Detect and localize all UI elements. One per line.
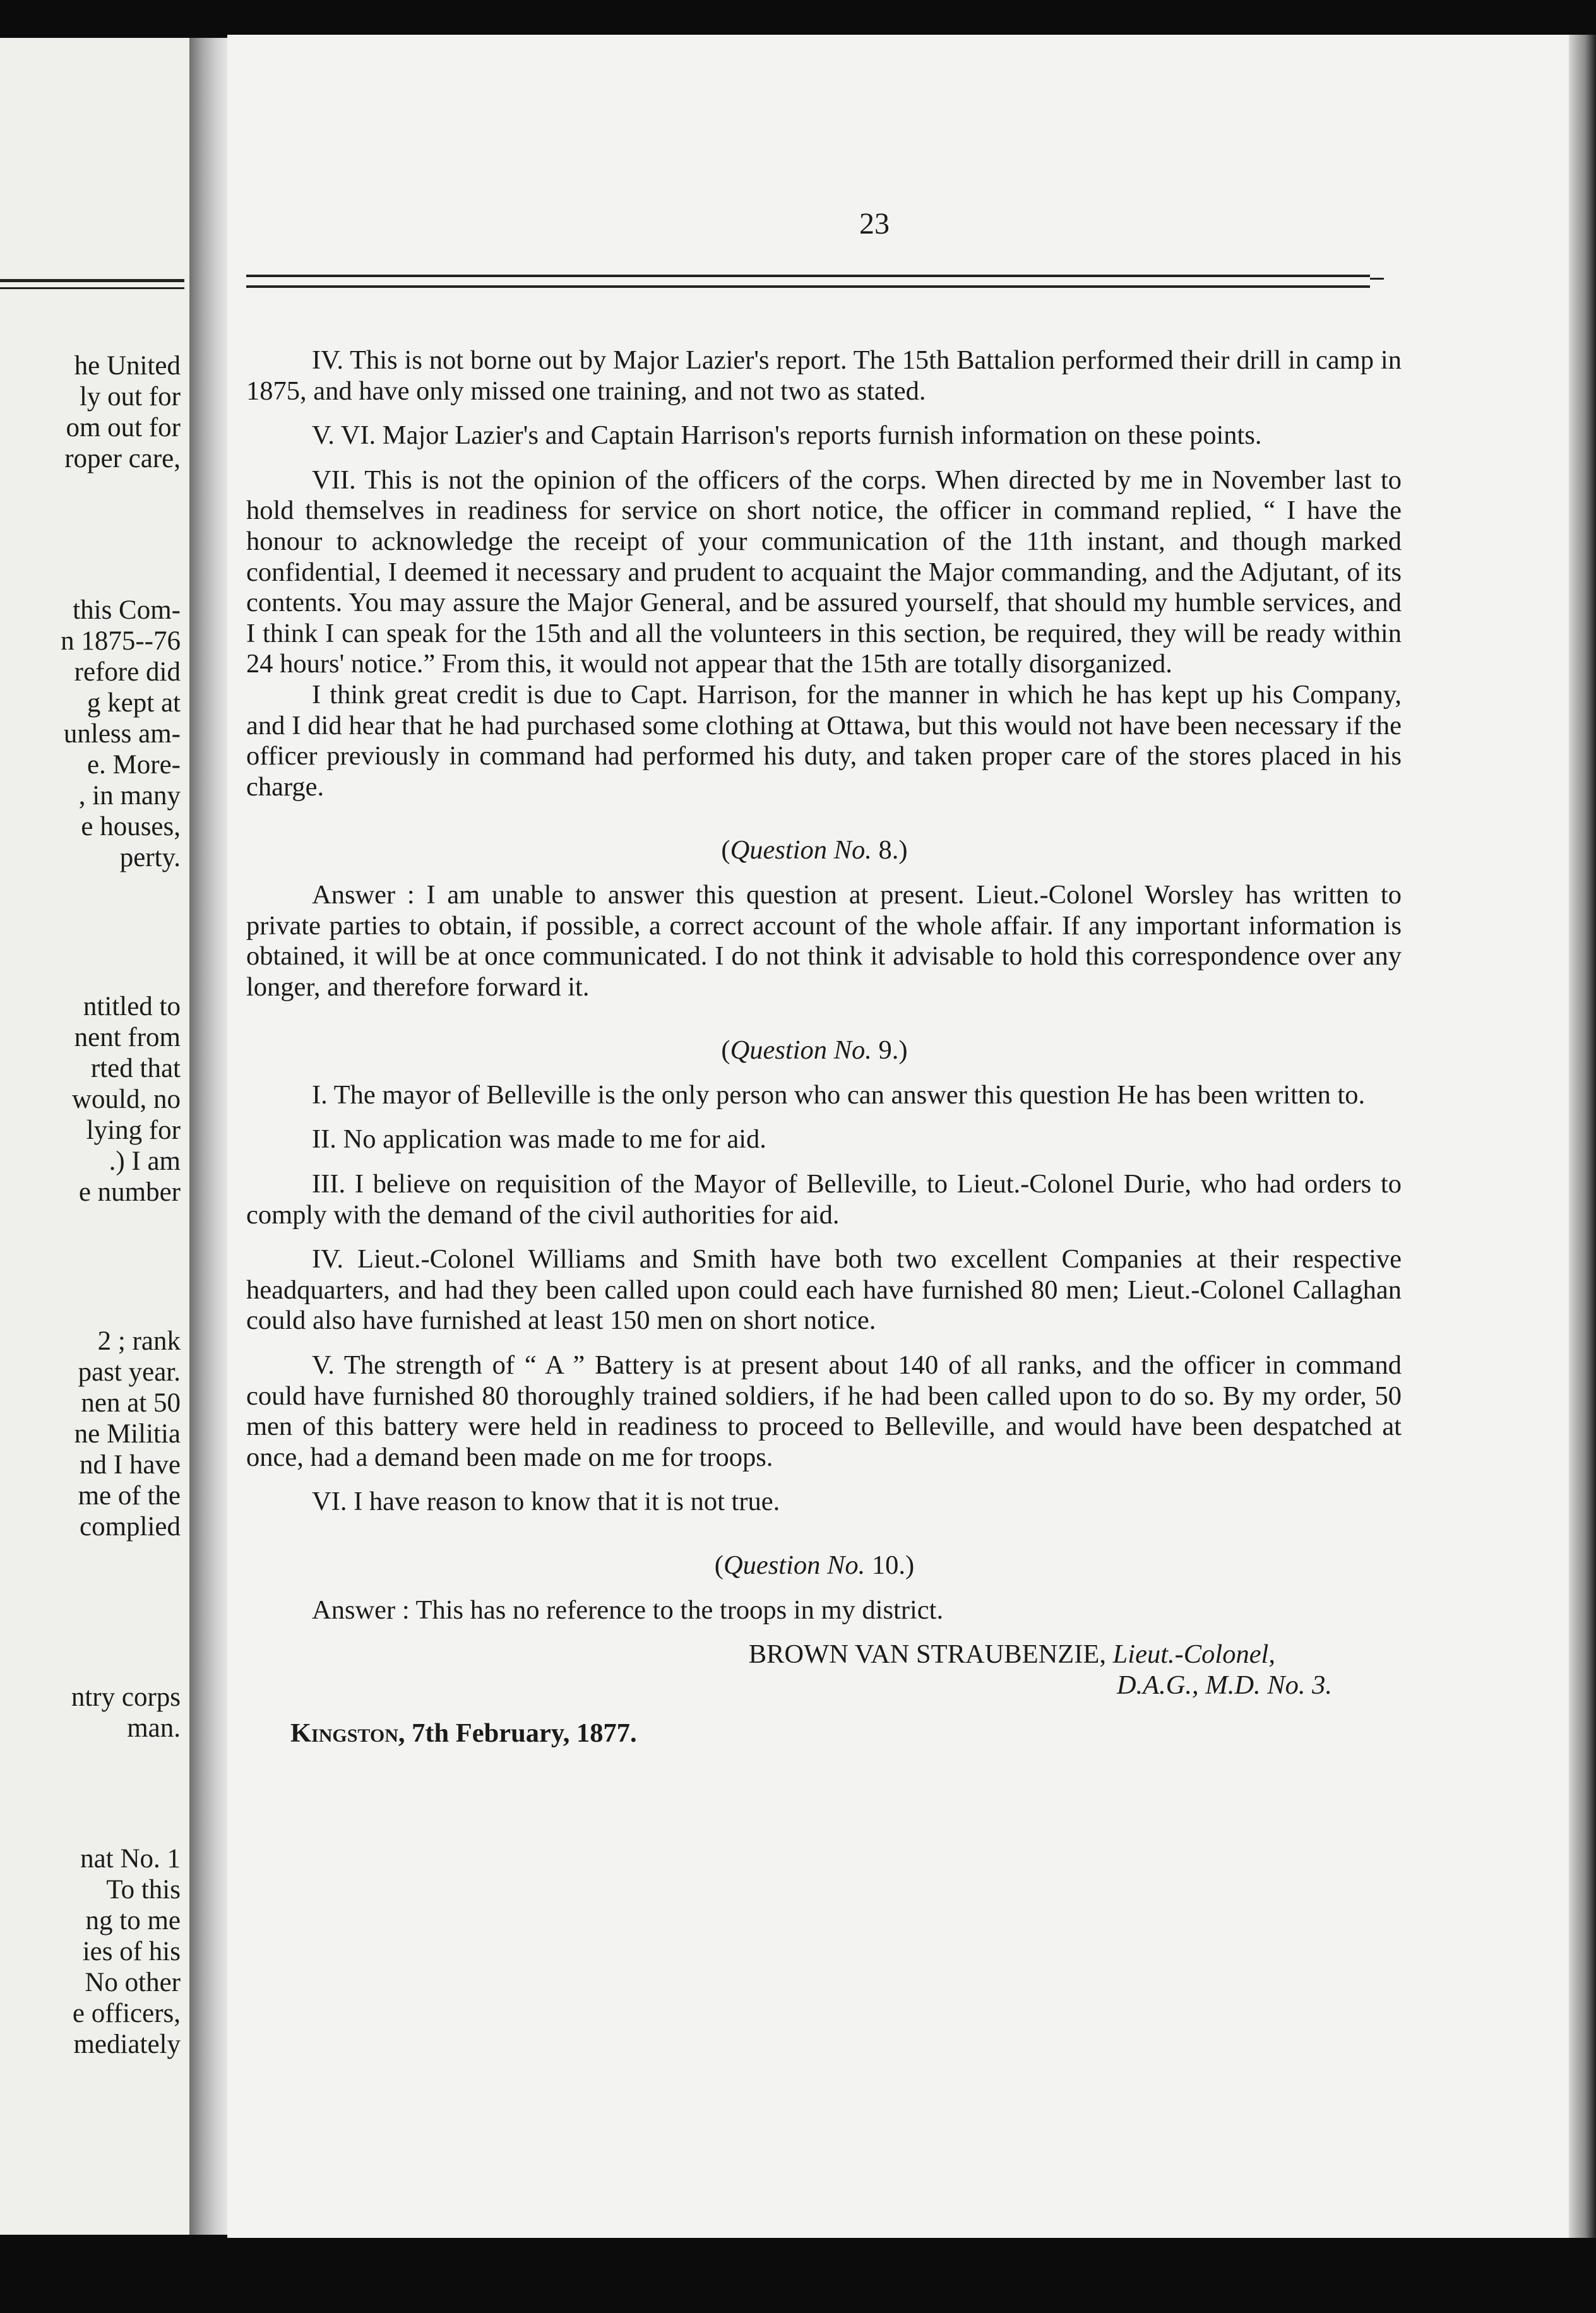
left-page-fragment: rted that [90,1054,181,1083]
paragraph-credit: I think great credit is due to Capt. Harrison, for the manner in which he has kept up his Company, and I did hear that he had purchased some clothing at Ottawa, but this would not have been necessary if the officer previously in command had performed his duty, and taken proper care of the stores placed in his charge. [246,679,1402,802]
header-double-rule [246,275,1370,288]
signature-name: BROWN VAN STRAUBENZIE, [748,1639,1107,1670]
question-9-item-ii: II. No application was made to me for aid. [312,1124,766,1155]
paragraph-vii: VII. This is not the opinion of the officers of the corps. When directed by me in November last to hold themselves in readiness for service on short notice, the officer in command replied, “ I have the honour to acknowledge the receipt of your communication of the 11th instant, and though marked confidential, I deemed it necessary and prudent to acquaint the Major commanding, and the Adjutant, of its contents. You may assure the Major General, and be assured yourself, that should my humble services, and I think I can speak for the 15th and all the volunteers in this section, be required, they will be ready within 24 hours' notice.” From this, it would not appear that the 15th are totally disorganized. [246,465,1402,679]
paragraph-v-vi: V. VI. Major Lazier's and Captain Harrison's reports furnish information on these points. [312,420,1262,451]
question-9-caption: (Question No. 9.) [721,1035,908,1066]
question-8-caption: (Question No. 8.) [721,835,908,865]
page-number: 23 [859,207,890,241]
left-page-fragment: refore did [74,657,181,687]
left-page-fragment: complied [79,1512,181,1542]
left-page-fragment: unless am- [63,719,181,749]
left-page-fragment: roper care, [64,444,181,473]
left-page-rule-2 [0,287,184,289]
question-9-item-vi: VI. I have reason to know that it is not true. [312,1487,780,1517]
left-page-fragment: mediately [73,2030,181,2059]
question-9-item-v: V. The strength of “ A ” Battery is at present about 140 of all ranks, and the officer in command could have furnished 80 thoroughly trained soldiers, if he had been called upon to do so. By my order, 50 men of this battery were held in readiness to proceed to Belleville, and would have been despatched at once, had a demand been made on me for troops. [246,1350,1402,1472]
left-page-fragment: man. [127,1713,181,1743]
left-page-fragment: To this [106,1875,181,1905]
signature-line [246,1639,1402,1670]
left-page-fragment: ly out for [79,382,181,412]
left-page-fragment: , in many [78,781,181,811]
left-page-fragment: he United [74,351,181,381]
page-edge-shadow [1569,35,1596,2238]
left-page-fragment: perty. [119,843,181,872]
left-page-fragment: ntitled to [83,992,181,1021]
left-page-fragment: om out for [66,413,181,443]
document-page [227,35,1569,2238]
left-page-fragment: ies of his [82,1937,181,1966]
left-page-fragment: nen at 50 [81,1388,181,1418]
left-page-fragment: 2 ; rank [97,1326,181,1356]
left-page-fragment: ng to me [85,1906,181,1935]
question-10-answer: Answer : This has no reference to the troops in my district. [312,1595,944,1625]
left-page-fragment: me of the [78,1481,181,1511]
left-facing-page [0,38,189,2235]
question-9-item-iii: III. I believe on requisition of the Mayor of Belleville, to Lieut.-Colonel Durie, who had orders to comply with the demand of the civil authorities for aid. [246,1169,1402,1230]
header-rule-tick [1370,278,1384,280]
question-10-caption: (Question No. 10.) [714,1550,915,1580]
left-page-fragment: this Com- [73,595,181,625]
left-page-fragment: e number [78,1177,181,1207]
left-page-fragment: lying for [86,1115,181,1145]
left-page-fragment: past year. [78,1357,181,1387]
left-page-fragment: nent from [74,1023,181,1052]
question-9-item-iv: IV. Lieut.-Colonel Williams and Smith have both two excellent Companies at their respective headquarters, and had they been called upon could each have furnished 80 men; Lieut.-Colonel Callaghan could also have furnished at least 150 men on short notice. [246,1244,1402,1336]
left-page-fragment: No other [85,1968,181,1997]
left-page-fragment: n 1875--76 [61,626,181,656]
signature-rank: Lieut.-Colonel, [1112,1639,1275,1670]
left-page-fragment: nd I have [80,1450,181,1480]
paragraph-iv: IV. This is not borne out by Major Lazier's report. The 15th Battalion performed their drill in camp in 1875, and have only missed one training, and not two as stated. [246,345,1402,406]
left-page-fragment: nat No. 1 [80,1844,181,1874]
question-8-answer: Answer : I am unable to answer this question at present. Lieut.-Colonel Worsley has written to private parties to obtain, if possible, a correct account of the whole affair. If any important information is obtained, it will be at once communicated. I do not think it advisable to hold this correspondence over any longer, and therefore forward it. [246,879,1402,1002]
left-page-fragment: e. More- [86,750,181,780]
book-gutter [189,38,227,2235]
left-page-fragment: e houses, [81,812,181,841]
signature-title: D.A.G., M.D. No. 3. [1116,1670,1332,1700]
place-date-line [246,1718,1402,1749]
left-page-fragment: would, no [72,1085,181,1114]
place-name: Kingston, [290,1718,405,1749]
date: 7th February, 1877. [412,1718,637,1749]
left-page-fragment: g kept at [86,688,181,718]
left-page-fragment: ntry corps [71,1682,181,1712]
question-9-item-i: I. The mayor of Belleville is the only person who can answer this question He has been written to. [312,1079,1366,1110]
left-page-fragment: ne Militia [74,1419,181,1449]
body-text [246,345,1402,1749]
left-page-rule [0,279,184,282]
left-page-fragment: .) I am [109,1146,181,1176]
left-page-fragment: e officers, [72,1999,181,2028]
